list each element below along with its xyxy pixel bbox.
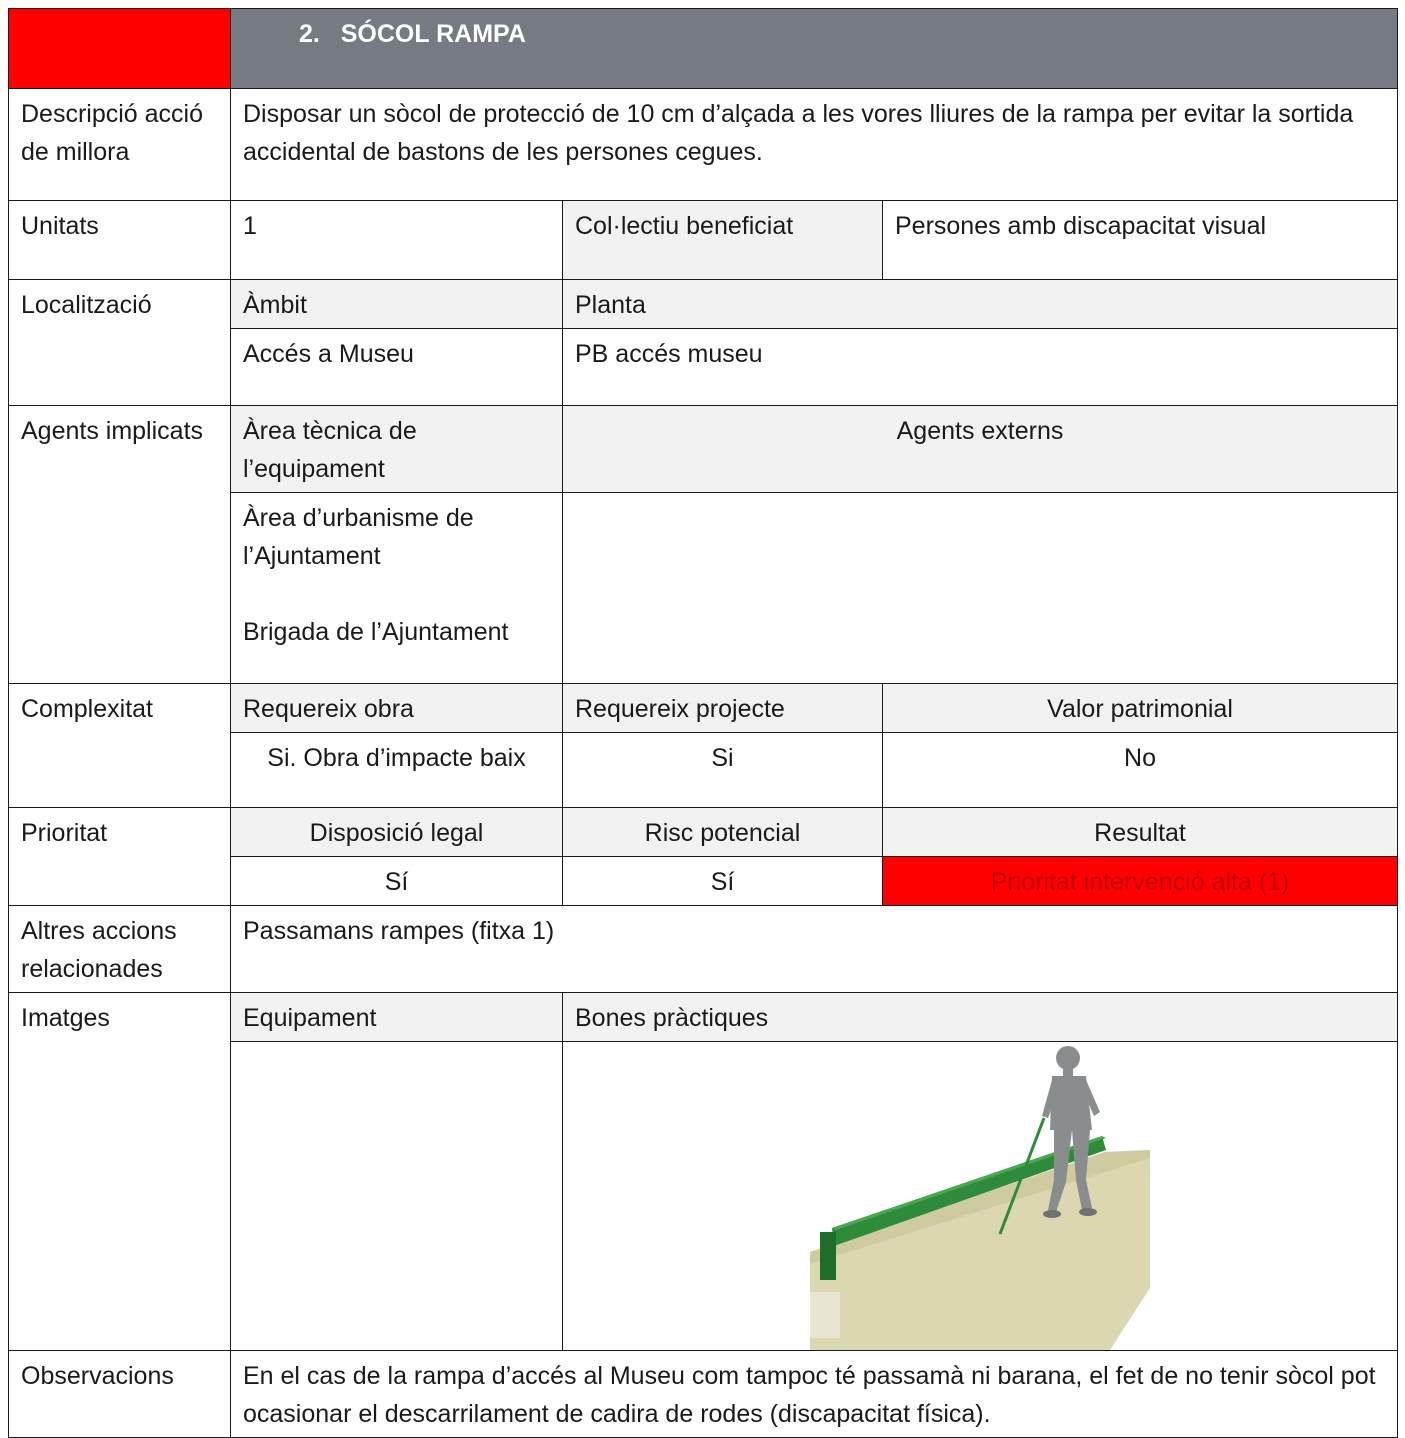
row-imatges-head <box>9 993 1398 1042</box>
head-equipament: Equipament <box>231 993 563 1042</box>
value-requereix-projecte: Si <box>563 733 883 808</box>
agent-spacer <box>243 575 550 613</box>
header-number: 2. <box>299 20 320 48</box>
value-planta: PB accés museu <box>563 329 1398 406</box>
value-requereix-obra: Si. Obra d’impacte baix <box>231 733 563 808</box>
value-collectiu: Persones amb discapacitat visual <box>883 201 1398 280</box>
head-ambit: Àmbit <box>231 280 563 329</box>
head-disposicio-legal: Disposició legal <box>231 808 563 857</box>
label-complexitat: Complexitat <box>9 684 231 808</box>
head-agents-externs: Agents externs <box>563 406 1398 493</box>
row-complexitat-head <box>9 684 1398 733</box>
label-observacions: Observacions <box>9 1351 231 1438</box>
action-table <box>8 8 1398 1438</box>
row-altres <box>9 906 1398 993</box>
header-title: SÓCOL RAMPA <box>340 20 526 48</box>
label-agents: Agents implicats <box>9 406 231 684</box>
label-localitzacio: Localització <box>9 280 231 406</box>
value-descripcio: Disposar un sòcol de protecció de 10 cm d’alçada a les vores lliures de la rampa per evitar la sortida accidental de bastons de les persones cegues. <box>231 89 1398 201</box>
head-requereix-projecte: Requereix projecte <box>563 684 883 733</box>
head-area-tecnica: Àrea tècnica de l’equipament <box>231 406 563 493</box>
value-risc-potencial: Sí <box>563 857 883 906</box>
head-risc-potencial: Risc potencial <box>563 808 883 857</box>
image-equipament <box>231 1042 563 1351</box>
value-resultat: Prioritat intervenció alta (1) <box>883 857 1398 906</box>
image-bones-practiques <box>563 1042 1398 1351</box>
curb-end <box>820 1232 836 1280</box>
head-planta: Planta <box>563 280 1398 329</box>
value-area-tecnica <box>231 493 563 684</box>
head-requereix-obra: Requereix obra <box>231 684 563 733</box>
row-localitzacio-head <box>9 280 1398 329</box>
head-bones-practiques: Bones pràctiques <box>563 993 1398 1042</box>
label-unitats: Unitats <box>9 201 231 280</box>
row-descripcio <box>9 89 1398 201</box>
header-color-swatch <box>9 9 231 89</box>
head-valor-patrimonial: Valor patrimonial <box>883 684 1398 733</box>
label-altres: Altres accions relacionades <box>9 906 231 993</box>
label-imatges: Imatges <box>9 993 231 1351</box>
value-ambit: Accés a Museu <box>231 329 563 406</box>
value-unitats: 1 <box>231 201 563 280</box>
agent-brigada: Brigada de l’Ajuntament <box>243 618 509 646</box>
value-altres: Passamans rampes (fitxa 1) <box>231 906 1398 993</box>
ramp-curb-illustration <box>810 1042 1150 1350</box>
accessibility-action-card <box>8 8 1397 1438</box>
header-row <box>9 9 1398 89</box>
head-resultat: Resultat <box>883 808 1398 857</box>
row-agents-head <box>9 406 1398 493</box>
header-title-cell <box>231 9 1398 89</box>
value-valor-patrimonial: No <box>883 733 1398 808</box>
label-prioritat: Prioritat <box>9 808 231 906</box>
row-unitats <box>9 201 1398 280</box>
row-observacions <box>9 1351 1398 1438</box>
row-prioritat-head <box>9 808 1398 857</box>
value-observacions: En el cas de la rampa d’accés al Museu com tampoc té passamà ni barana, el fet de no tenir sòcol pot ocasionar el descarrilament de cadira de rodes (discapacitat física). <box>231 1351 1398 1438</box>
label-descripcio: Descripció acció de millora <box>9 89 231 201</box>
label-collectiu: Col·lectiu beneficiat <box>563 201 883 280</box>
floor-step <box>810 1292 840 1338</box>
agent-urbanisme: Àrea d’urbanisme de l’Ajuntament <box>243 504 474 570</box>
value-disposicio-legal: Sí <box>231 857 563 906</box>
value-agents-externs <box>563 493 1398 684</box>
